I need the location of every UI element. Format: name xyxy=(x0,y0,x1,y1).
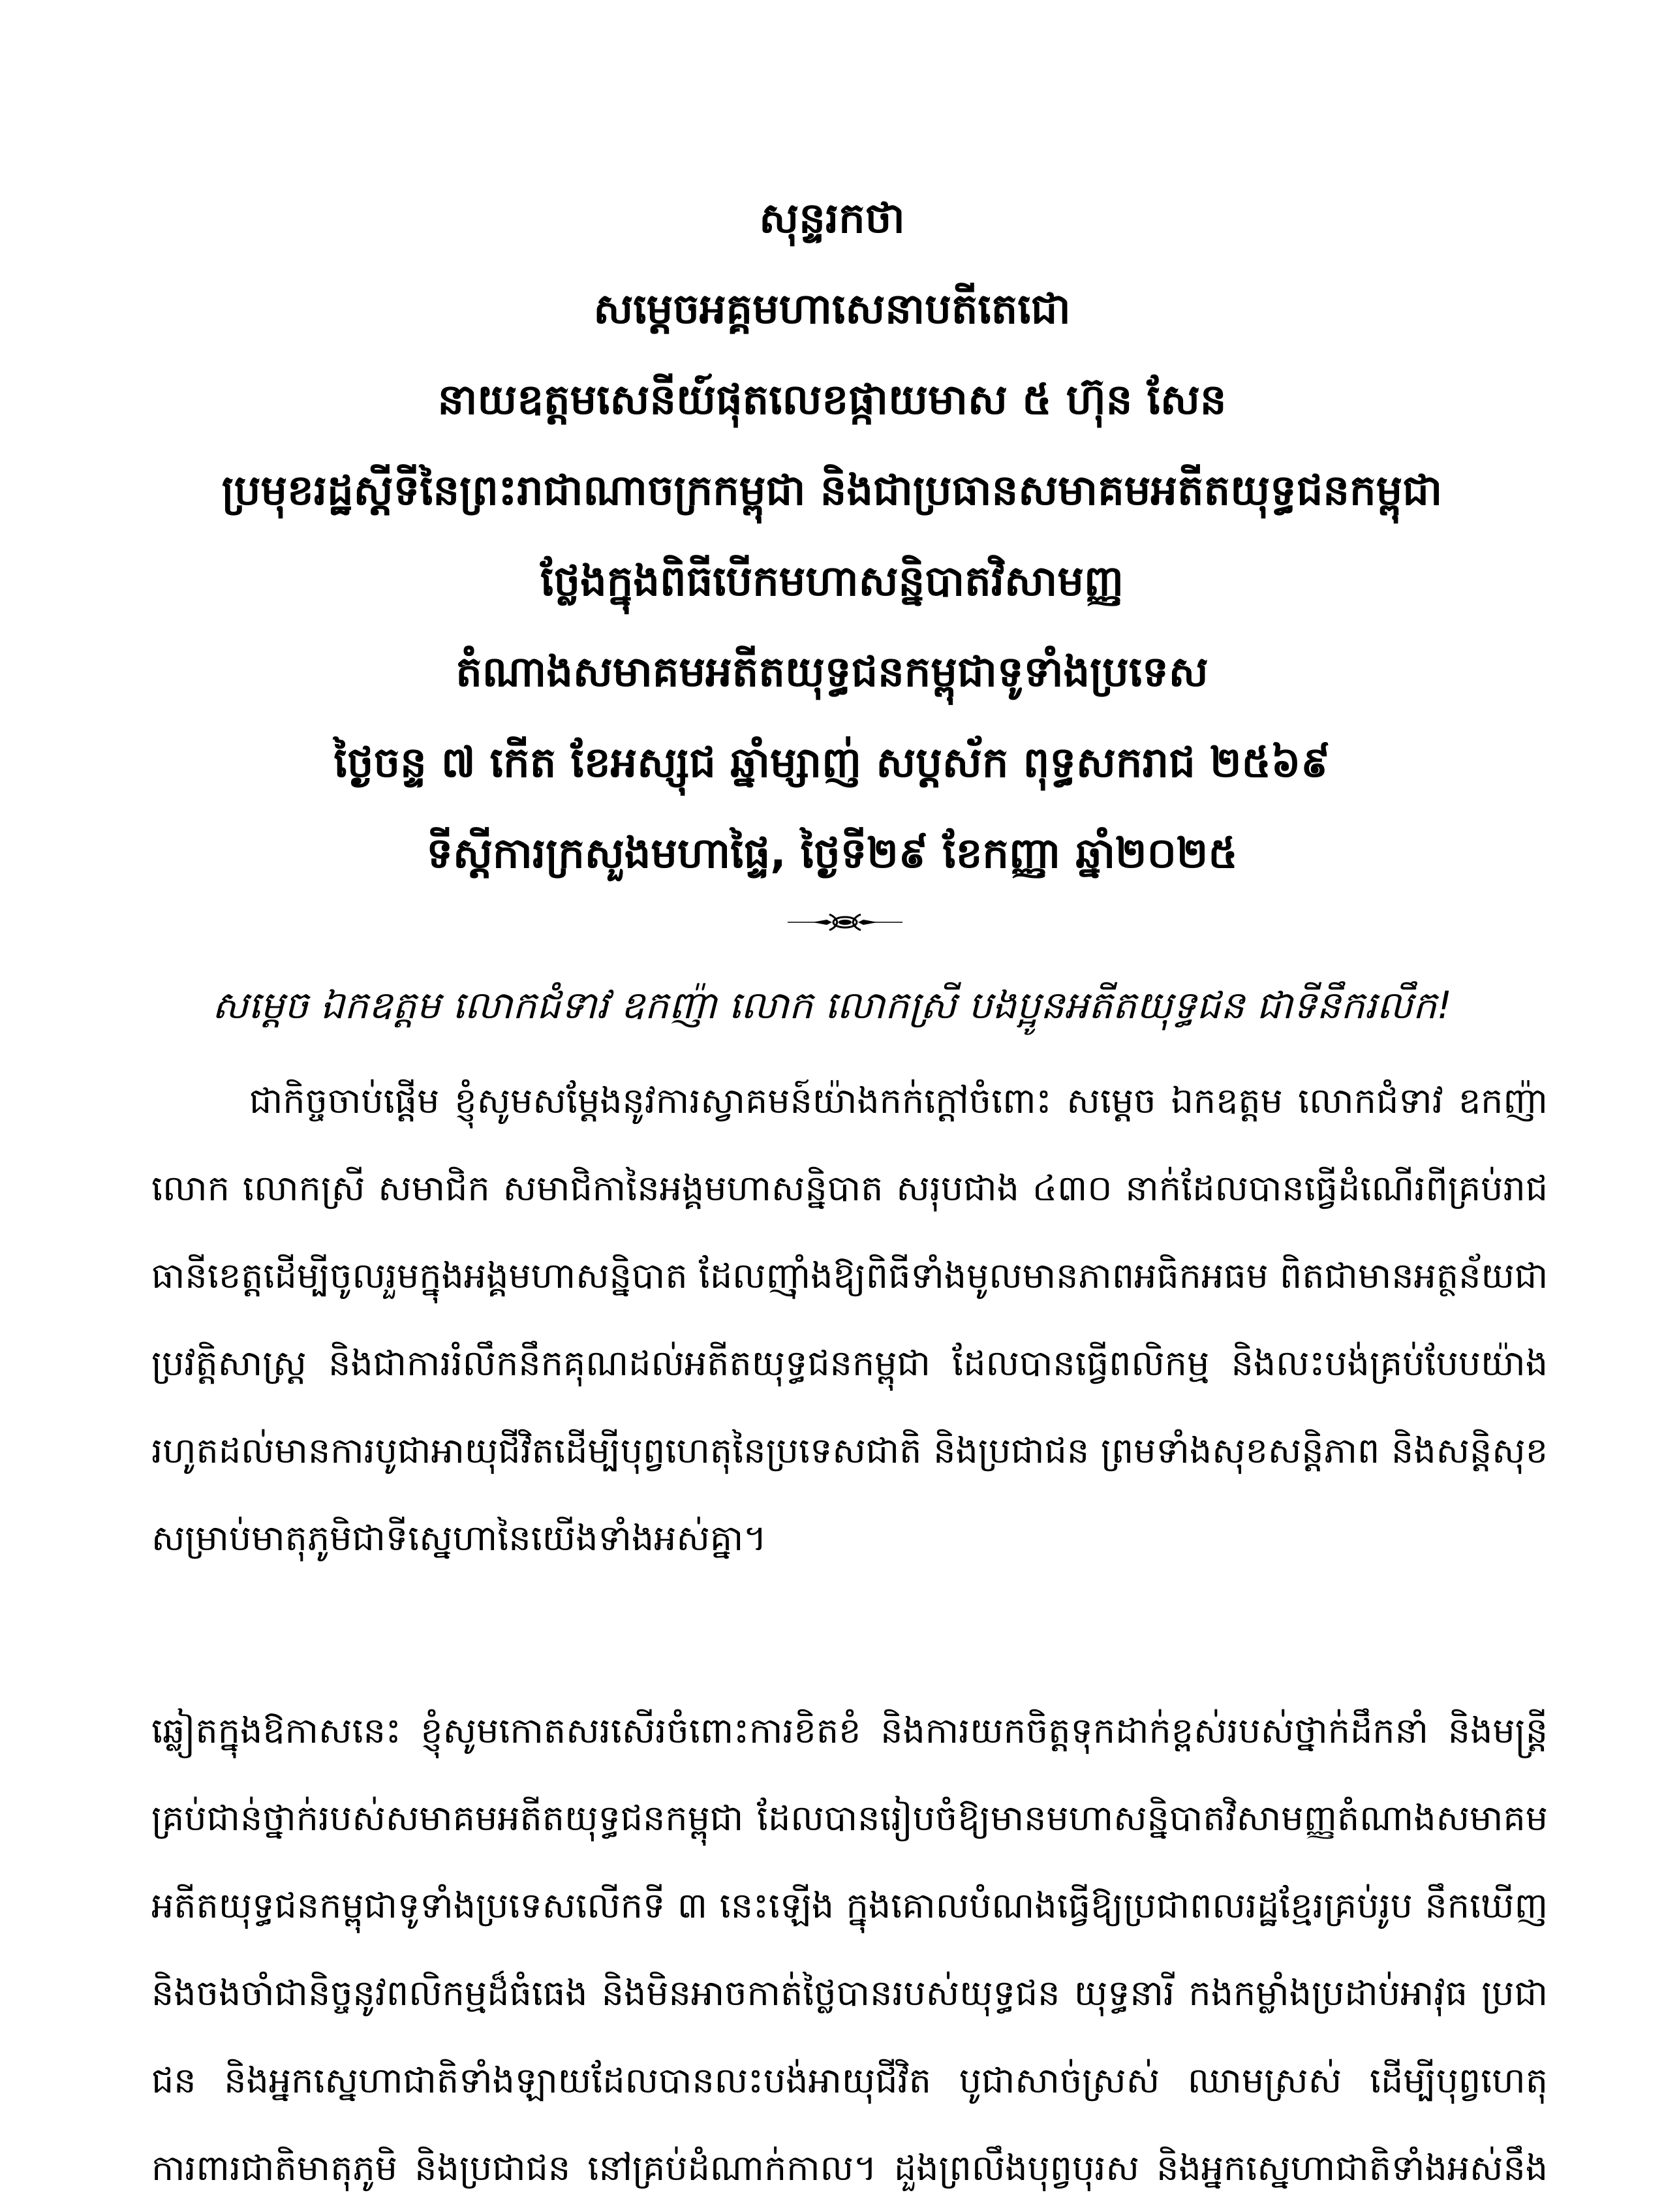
paragraph-line: ធានីខេត្តដើម្បីចូលរួមក្នុងអង្គមហាសន្និបាត ដែលញ៉ាំងឱ្យពិធីទាំងមូលមានភាពអធិកអធម ពិតជាមានអត្ថន័យជា xyxy=(151,1255,1548,1296)
paragraph-line: អតីតយុទ្ធជនកម្ពុជាទូទាំងប្រទេសលើកទី ៣ នេះឡើង ក្នុងគោលបំណងធ្វើឱ្យប្រជាពលរដ្ឋខ្មែរគ្រប់រូប នឹកឃើញ xyxy=(151,1885,1548,1926)
header-title: សុន្ទរកថា xyxy=(759,195,905,243)
paragraph-line: រហូតដល់មានការបូជាអាយុជីវិតដើម្បីបុព្វហេតុនៃប្រទេសជាតិ និងប្រជាជន ព្រមទាំងសុខសន្តិភាព និងសន្តិសុខ xyxy=(151,1430,1548,1471)
header-occasion: ថ្លែងក្នុងពិធីបើកមហាសន្និបាតវិសាមញ្ញ xyxy=(540,557,1124,606)
paragraph-line: សម្រាប់មាតុភូមិជាទីស្នេហានៃយើងទាំងអស់គ្នា។ xyxy=(151,1518,767,1559)
paragraph-line: ជាកិច្ចចាប់ផ្តើម ខ្ញុំសូមសម្តែងនូវការស្វាគមន៍យ៉ាងកក់ក្តៅចំពោះ សម្តេច ឯកឧត្តម លោកជំទាវ ឧកញ៉ា xyxy=(249,1080,1548,1121)
paragraph-line: ប្រវត្តិសាស្ត្រ និងជាការរំលឹកនឹកគុណដល់អតីតយុទ្ធជនកម្ពុជា ដែលបានធ្វើពលិកម្ម និងលះបង់គ្រប់បែបយ៉ាង xyxy=(151,1343,1548,1384)
paragraph-line: លោក លោកស្រី សមាជិក សមាជិកានៃអង្គមហាសន្និបាត សរុបជាង ៤៣០ នាក់ដែលបានធ្វើដំណើរពីគ្រប់រាជ xyxy=(151,1168,1548,1209)
header-speaker-role: ប្រមុខរដ្ឋស្តីទីនៃព្រះរាជាណាចក្រកម្ពុជា និងជាប្រធានសមាគមអតីតយុទ្ធជនកម្ពុជា xyxy=(221,467,1443,515)
paragraph-welcome xyxy=(151,1057,1548,1582)
paragraph-line: ឆ្លៀតក្នុងឱកាសនេះ ខ្ញុំសូមកោតសរសើរចំពោះការខិតខំ និងការយកចិត្តទុកដាក់ខ្ពស់របស់ថ្នាក់ដឹកនាំ និងមន្ត្រី xyxy=(151,1710,1548,1751)
header-venue-date: ទីស្តីការក្រសួងមហាផ្ទៃ, ថ្ងៃទី២៩ ខែកញ្ញា ឆ្នាំ២០២៥ xyxy=(426,830,1238,878)
header-association: តំណាងសមាគមអតីតយុទ្ធជនកម្ពុជាទូទាំងប្រទេស xyxy=(455,648,1209,696)
paragraph-line: និងចងចាំជានិច្ចនូវពលិកម្មដ៏ធំធេង និងមិនអាចកាត់ថ្លៃបានរបស់យុទ្ធជន យុទ្ធនារី កងកម្លាំងប្រដាប់អាវុធ ប្រជា xyxy=(151,1972,1548,2014)
header-speaker-title: សម្តេចអគ្គមហាសេនាបតីតេជោ xyxy=(593,285,1071,334)
header-lunar-date: ថ្ងៃចន្ទ ៧ កើត ខែអស្សុជ ឆ្នាំម្សាញ់ សប្តស័ក ពុទ្ធសករាជ ២៥៦៩ xyxy=(333,739,1331,787)
speech-header xyxy=(0,186,1664,912)
paragraph-line: ការពារជាតិមាតុភូមិ និងប្រជាជន នៅគ្រប់ដំណាក់កាល។ ដួងព្រលឹងបុព្វបុរស និងអ្នកស្នេហាជាតិទាំងអស់នឹង xyxy=(151,2147,1548,2189)
ornament-divider-icon xyxy=(786,911,904,934)
salutation: សម្តេច ឯកឧត្តម លោកជំទាវ ឧកញ៉ា លោក លោកស្រី បងប្អូនអតីតយុទ្ធជន ជាទីនឹករលឹក! xyxy=(212,983,1452,1027)
paragraph-appreciation xyxy=(151,1687,1548,2212)
header-speaker-name: នាយឧត្តមសេនីយ៍ផុតលេខផ្កាយមាស ៥ ហ៊ុន សែន xyxy=(437,376,1227,424)
paragraph-line: ជន និងអ្នកស្នេហាជាតិទាំងឡាយដែលបានលះបង់អាយុជីវិត បូជាសាច់ស្រស់ ឈាមស្រស់ ដើម្បីបុព្វហេតុ xyxy=(151,2060,1548,2101)
paragraph-line: គ្រប់ជាន់ថ្នាក់របស់សមាគមអតីតយុទ្ធជនកម្ពុជា ដែលបានរៀបចំឱ្យមានមហាសន្និបាតវិសាមញ្ញតំណាងសមាគម xyxy=(151,1798,1548,1839)
